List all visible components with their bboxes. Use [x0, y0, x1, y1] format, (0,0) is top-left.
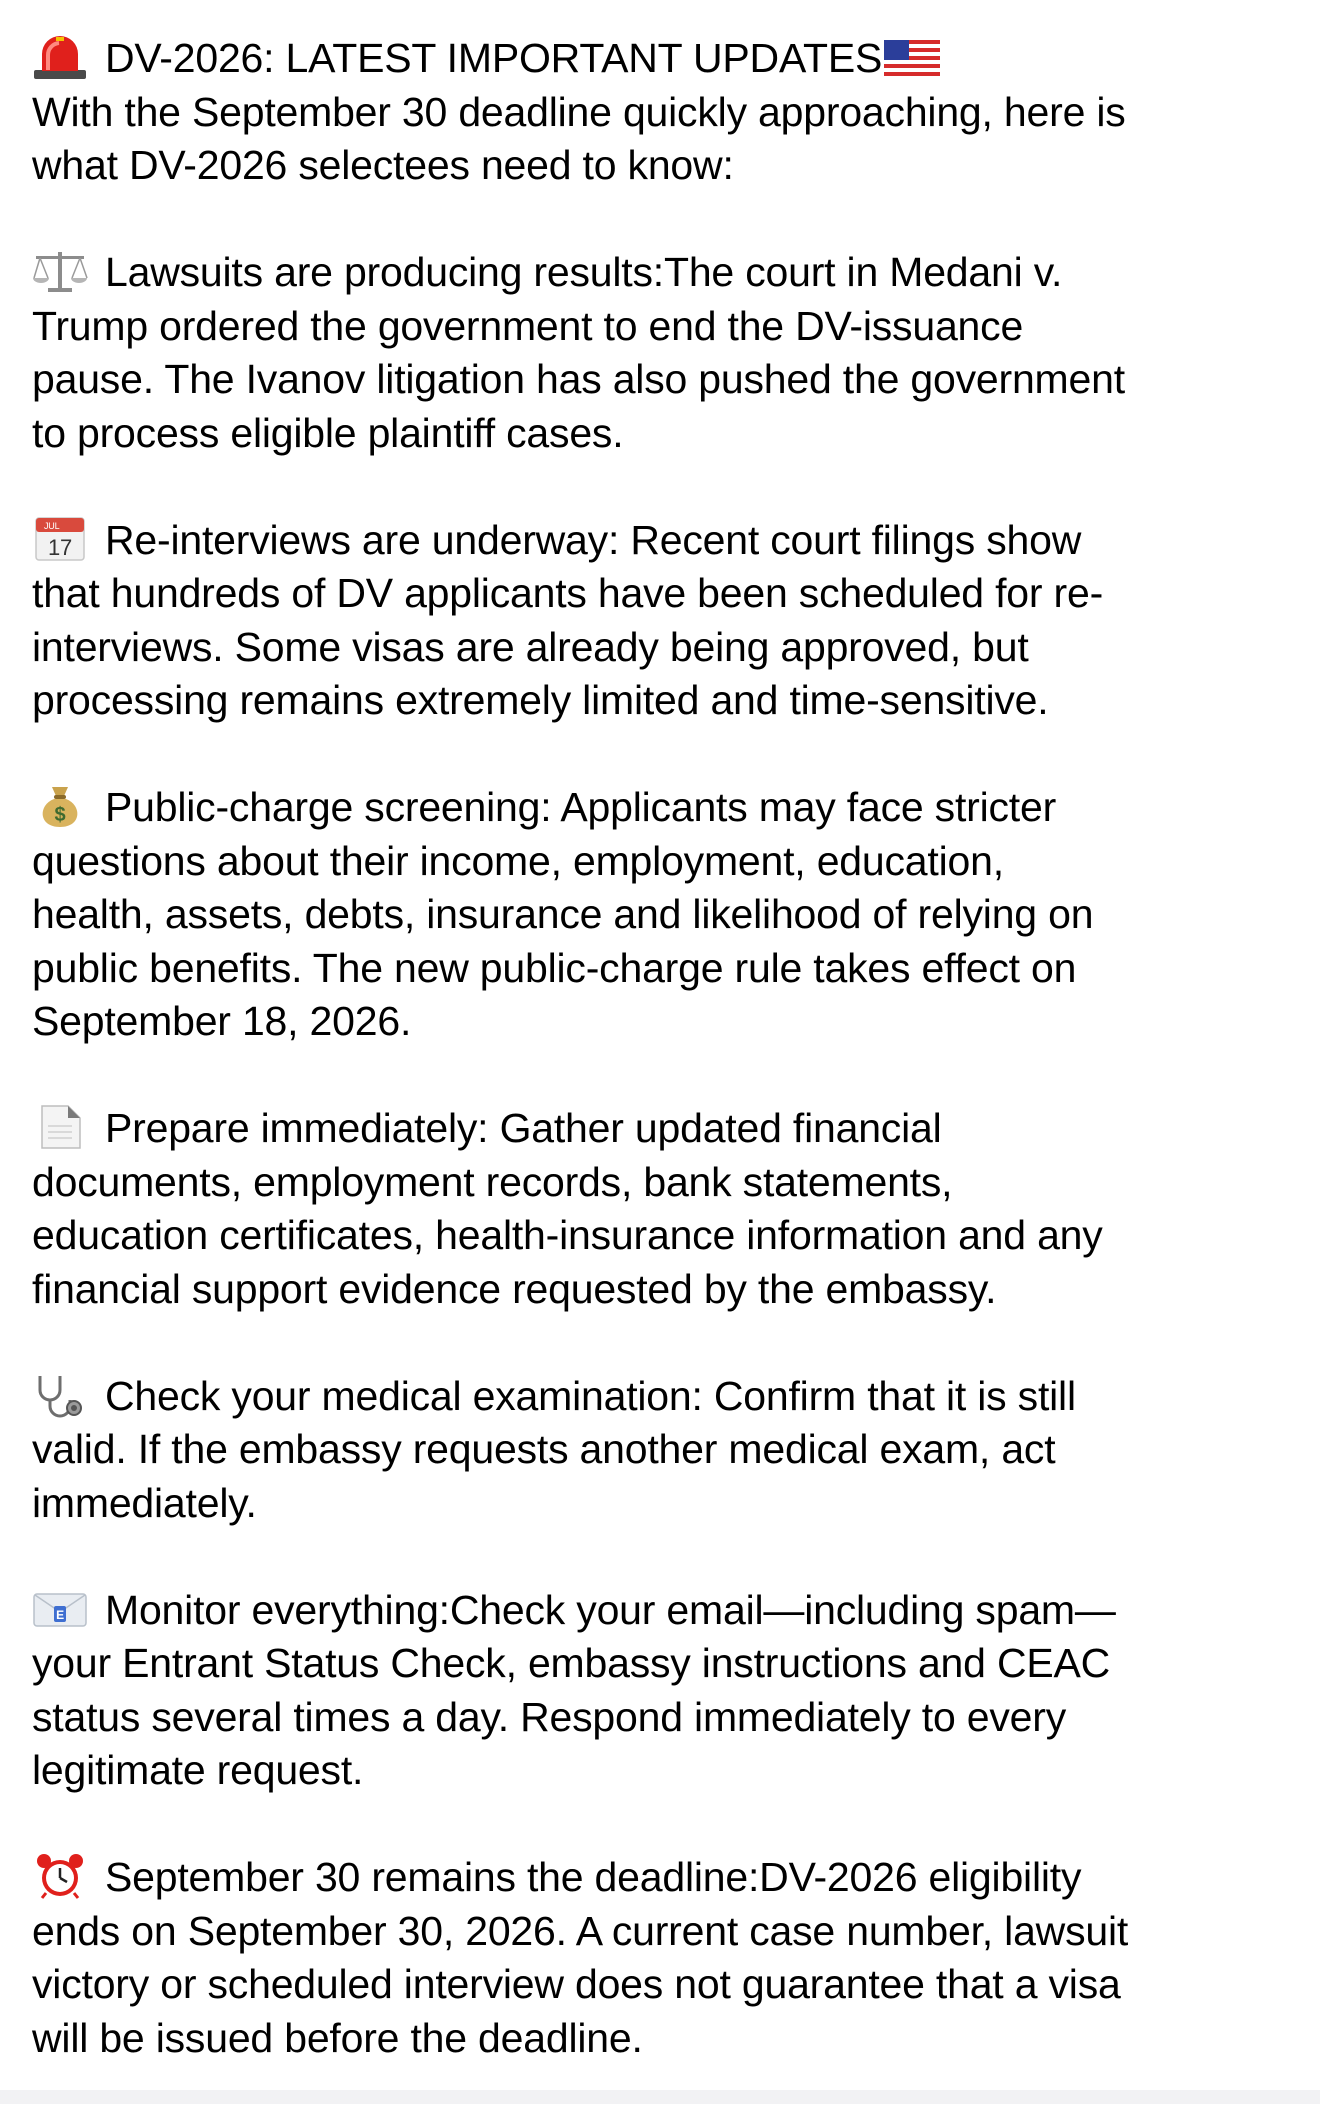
section-line: status several times a day. Respond immediately to every [32, 1693, 1066, 1740]
intro-line: With the September 30 deadline quickly approaching, here is [32, 88, 1126, 135]
section-line: legitimate request. [32, 1747, 364, 1793]
section-line: E Monitor everything:Check your email—including spam— [32, 1584, 1302, 1638]
post-body [32, 32, 1302, 2065]
calendar-month: JUL [44, 520, 60, 531]
section-line: interviews. Some visas are already being approved, but [32, 623, 1029, 670]
intro-line: what DV-2026 selectees need to know: [32, 142, 734, 188]
stethoscope-icon [32, 1372, 88, 1418]
section-line: your Entrant Status Check, embassy instructions and CEAC [32, 1640, 1111, 1686]
section-line: to process eligible plaintiff cases. [32, 409, 624, 456]
alarm-clock-icon [32, 1853, 88, 1899]
document-icon [32, 1104, 88, 1150]
section-line: $ Public-charge screening: Applicants may face stricter [32, 781, 1302, 835]
section-line: education certificates, health-insurance information and any [32, 1212, 1103, 1258]
section-line: that hundreds of DV applicants have been scheduled for re- [32, 570, 1104, 616]
section-line: public benefits. The new public-charge rule takes effect on [32, 944, 1077, 991]
section-line: Prepare immediately: Gather updated financial [32, 1102, 1302, 1156]
section-line: documents, employment records, bank statements, [32, 1158, 953, 1205]
section-line: valid. If the embassy requests another medical exam, act [32, 1426, 1056, 1472]
svg-text:$: $ [54, 804, 66, 826]
post-title-line [32, 32, 1302, 86]
post-title: DV-2026: LATEST IMPORTANT UPDATES [105, 35, 883, 81]
section-line: September 18, 2026. [32, 998, 412, 1044]
calendar-icon [32, 516, 88, 562]
svg-text:E: E [56, 1607, 64, 1622]
section-line: immediately. [32, 1479, 257, 1526]
section-line: questions about their income, employment, education, [32, 837, 1004, 884]
email-icon [32, 1586, 88, 1632]
us-flag-icon [884, 40, 940, 76]
money-bag-icon [32, 783, 88, 829]
section-line: Trump ordered the government to end the DV-issuance [32, 302, 1024, 349]
section-line: pause. The Ivanov litigation has also pushed the government [32, 356, 1125, 402]
section-line: health, assets, debts, insurance and likelihood of relying on [32, 891, 1094, 937]
section-line: ends on September 30, 2026. A current case number, lawsuit [32, 1907, 1129, 1954]
section-line: Check your medical examination: Confirm that it is still [32, 1370, 1302, 1424]
section-line: September 30 remains the deadline:DV-2026 eligibility [32, 1851, 1302, 1905]
section-line: processing remains extremely limited and time-sensitive. [32, 677, 1049, 723]
section-line: will be issued before the deadline. [32, 2014, 643, 2061]
section-line: JUL 17 Re-interviews are underway: Recent court filings show [32, 514, 1302, 568]
section-line: victory or scheduled interview does not guarantee that a visa [32, 1961, 1121, 2007]
section-line: Lawsuits are producing results:The court in Medani v. [32, 246, 1302, 300]
balance-scale-icon [32, 248, 88, 294]
calendar-day: 17 [47, 534, 73, 560]
section-line: financial support evidence requested by the embassy. [32, 1265, 997, 1312]
rotating-light-icon [32, 34, 88, 80]
bottom-divider [0, 2090, 1320, 2104]
